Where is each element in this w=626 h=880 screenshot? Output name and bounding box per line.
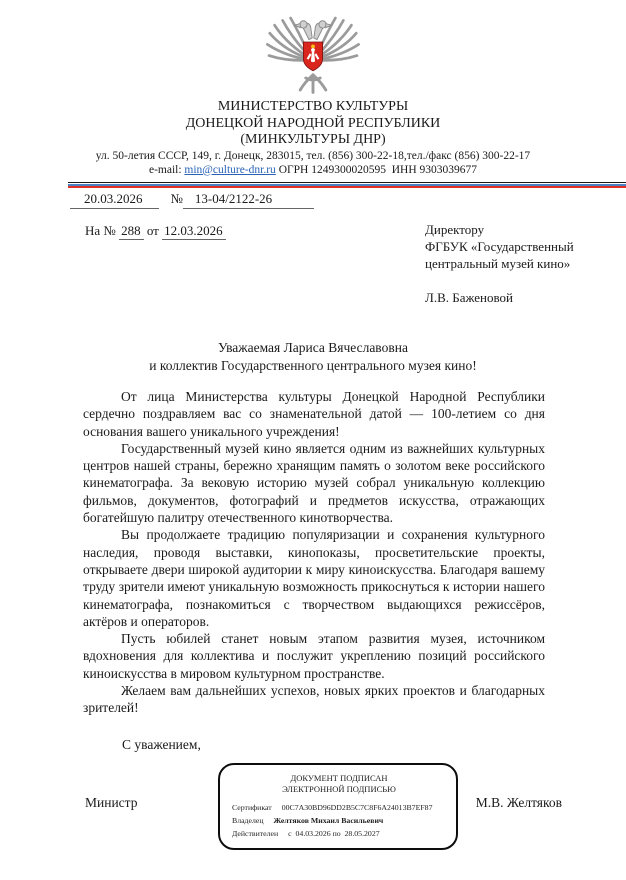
paragraph-5: Желаем вам дальнейших успехов, новых ярких проектов и благодарных зрителей! [83,683,545,716]
addressee-block [425,221,574,306]
org-name-line1: МИНИСТЕРСТВО КУЛЬТУРЫ [217,99,409,114]
owner-value: Желтяков Михаил Васильевич [273,815,384,825]
reply-number: 288 [119,223,144,240]
paragraph-2: Государственный музей кино является одним из важнейших культурных центров нашей страны, бережно хранящим память о золотом веке российского кинематографа. За вековую историю музей собрал уникальную коллекцию фильмов, документов, фотографий и предметов искусства, отражающих богатейшую палитру отечественного кинотворчества. [83,440,545,526]
letterhead [0,99,626,177]
owner-label: Владелец [232,815,264,825]
org-name-line3: (МИНКУЛЬТУРЫ ДНР) [240,132,386,147]
outgoing-reference [70,191,626,209]
flag-divider [68,182,626,189]
reply-date: 12.03.2026 [162,223,226,240]
number-sign: № [170,191,183,206]
regards-line: С уважением, [122,736,201,752]
addressee-org-line1: ФГБУК «Государственный [425,239,574,254]
ogrn-inn-text: ОГРН 1249300020595 ИНН 9303039677 [275,163,478,176]
email-link[interactable]: min@culture-dnr.ru [184,163,276,176]
addressee-org-line2: центральный музей кино» [425,256,571,271]
meta-row [0,221,626,335]
signer-position: Министр [85,794,138,810]
flag-stripe-red [68,186,626,188]
stamp-title-line1: ДОКУМЕНТ ПОДПИСАН [290,772,388,783]
outgoing-date: 20.03.2026 [70,191,159,209]
validity-label: Действителен [232,828,279,838]
signer-name: М.В. Желтяков [475,794,562,810]
stamp-owner-row [232,814,446,827]
digital-signature-stamp [218,763,458,850]
stamp-validity-row [232,827,446,840]
reply-middle: от [143,223,163,238]
org-contact-line [0,163,626,177]
validity-value: с 04.03.2026 по 28.05.2027 [288,828,380,838]
letter-body [83,388,545,717]
emblem-container [0,0,626,96]
org-address: ул. 50-летия СССР, 149, г. Донецк, 283015, тел. (856) 300-22-18,тел./факс (856) 300-22-17 [95,149,531,162]
signature-area [0,759,626,880]
salutation-line1: Уважаемая Лариса Вячеславовна [218,340,408,355]
certificate-label: Сертификат [232,802,272,812]
addressee-title: Директору [425,222,485,237]
stamp-details [232,801,446,840]
reply-prefix: На № [85,223,120,238]
stamp-certificate-row [232,801,446,814]
org-name-line2: ДОНЕЦКОЙ НАРОДНОЙ РЕСПУБЛИКИ [185,115,441,131]
salutation [60,339,566,374]
addressee-name: Л.В. Баженовой [425,290,514,305]
reply-reference [85,223,226,240]
paragraph-3: Вы продолжаете традицию популяризации и сохранения культурного наследия, проводя выставки, кинопоказы, просветительские проекты, открываете двери широкой аудитории к миру киноискусства. Благодаря вашему труду зрители имеют уникальную возможность прикоснуться к истории нашего кинематографа, познакомиться с творчеством выдающихся режиссёров, актёров и операторов. [83,527,545,629]
outgoing-number: 13-04/2122-26 [183,191,314,209]
paragraph-4: Пусть юбилей станет новым этапом развития музея, источником вдохновения для коллектива и послужит укреплению позиций российского киноискусства в мировом культурном пространстве. [83,631,545,681]
certificate-value: 00C7A30BD96DD2B5C7C8F6A24013B7EF87 [281,802,433,812]
email-label: e-mail: [148,163,185,176]
salutation-line2: и коллектив Государственного центрального музея кино! [149,357,477,373]
stamp-title-line2: ЭЛЕКТРОННОЙ ПОДПИСЬЮ [282,783,396,794]
paragraph-1: От лица Министерства культуры Донецкой Народной Республики сердечно поздравляем вас со знаменательной датой — 100-летием со дня основания вашего уникального учреждения! [83,389,545,439]
dnr-coat-of-arms-icon [261,14,365,94]
